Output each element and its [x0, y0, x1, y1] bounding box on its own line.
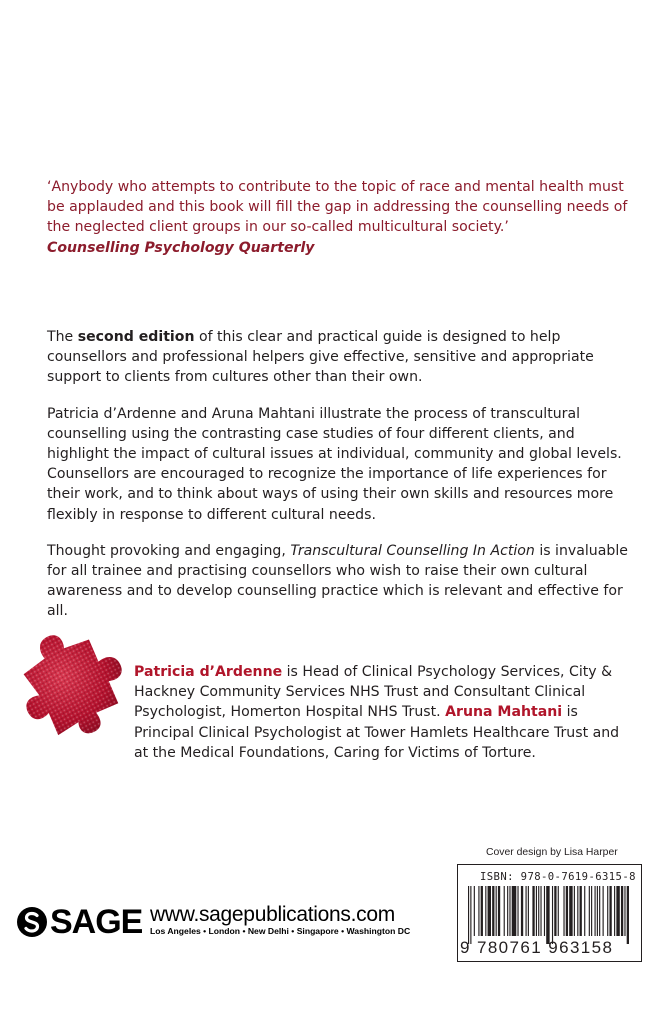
- barcode-bar: [589, 886, 590, 936]
- barcode-bar: [607, 886, 608, 936]
- barcode-bar: [481, 886, 483, 936]
- barcode-bar: [521, 886, 523, 936]
- barcode-bar: [498, 886, 500, 936]
- barcode-bar: [580, 886, 582, 936]
- barcode-bar: [558, 886, 559, 936]
- barcode-bar: [474, 886, 475, 936]
- barcode-bar: [591, 886, 592, 936]
- barcode-bar: [577, 886, 578, 936]
- barcode-bar: [563, 886, 564, 936]
- publisher-url[interactable]: www.sagepublications.com: [150, 903, 395, 926]
- publisher-cities: Los Angeles • London • New Delhi • Singapore • Washington DC: [150, 926, 411, 936]
- cover-design-credit: Cover design by Lisa Harper: [486, 847, 618, 858]
- barcode-bar: [512, 886, 517, 936]
- isbn-label: ISBN: 978-0-7619-6315-8: [480, 871, 636, 883]
- barcode-bar: [526, 886, 527, 936]
- barcode-bar: [488, 886, 491, 936]
- barcode-bar: [566, 886, 568, 936]
- barcode-bar: [470, 886, 471, 944]
- sage-logo-icon: [16, 904, 48, 940]
- barcode-bar: [574, 886, 575, 936]
- barcode-bar: [517, 886, 518, 936]
- barcode-bar: [554, 886, 556, 936]
- book-title: Transcultural Counselling In Action: [290, 542, 535, 559]
- barcode-bar: [478, 886, 479, 936]
- barcode-bar: [492, 886, 494, 936]
- book-description: [47, 327, 632, 638]
- barcode-bar: [584, 886, 585, 936]
- author-bios: [134, 662, 634, 763]
- barcode-bar: [532, 886, 534, 936]
- barcode-bar: [624, 886, 625, 936]
- author-name-2: Aruna Mahtani: [445, 704, 563, 721]
- description-paragraph-2: Patricia d’Ardenne and Aruna Mahtani illustrate the process of transcultural counselling using the contrasting case studies of four different clients, and highlight the impact of cultural issues at individual, community and global levels. Counsellors are encouraged to recognize the importance of life experiences for their work, and to think about ways of using their own skills and resources more flexibly in response to different cultural needs.: [47, 405, 622, 523]
- barcode-bar: [509, 886, 510, 936]
- barcode-bar: [552, 886, 553, 944]
- quote-source: Counselling Psychology Quarterly: [47, 240, 315, 256]
- description-paragraph-1: The second edition of this clear and practical guide is designed to help counsellors and professional helpers give effective, sensitive and appropriate support to clients from cultures other than their own.: [47, 329, 594, 386]
- barcode-bar: [540, 886, 541, 936]
- barcode-bar: [599, 886, 600, 936]
- author-name-1: Patricia d’Ardenne: [134, 664, 283, 680]
- barcode-bar: [546, 886, 549, 944]
- barcode-bar: [569, 886, 572, 936]
- barcode-bar: [507, 886, 508, 936]
- barcode-bar: [627, 886, 629, 944]
- barcode-bar: [614, 886, 615, 936]
- barcode-bar: [597, 886, 598, 936]
- barcode-bar: [616, 886, 619, 936]
- author-bio-1: is Head of Clinical Psychology Services, City & Hackney Community Services NHS Trust and Consultant Clinical Psychologist, Homerton Hospital NHS Trust.: [134, 664, 613, 721]
- barcode-bar: [595, 886, 596, 936]
- edition-highlight: second edition: [77, 329, 195, 345]
- barcode-bars: [462, 886, 637, 944]
- quote-text: ‘Anybody who attempts to contribute to the topic of race and mental health must be applauded and this book will fill the gap in addressing the counselling needs of the neglected client groups in our so-called multicultural society.’: [47, 179, 628, 235]
- barcode-bar: [621, 886, 623, 936]
- barcode-bar: [504, 886, 505, 936]
- sage-logo-text: SAGE: [50, 903, 143, 941]
- barcode-bar: [538, 886, 539, 936]
- barcode-bar: [536, 886, 537, 936]
- author-bio-2: is Principal Clinical Psychologist at Tower Hamlets Healthcare Trust and at the Medical Foundations, Caring for Victims of Torture.: [134, 704, 620, 761]
- barcode-bar: [485, 886, 486, 936]
- barcode-bar: [496, 886, 497, 936]
- barcode-bar: [603, 886, 604, 936]
- isbn-digits: 9 780761 963158: [460, 938, 614, 957]
- barcode-bar: [544, 886, 545, 936]
- review-quote: [47, 177, 632, 258]
- barcode-bar: [468, 886, 469, 944]
- description-paragraph-3: Thought provoking and engaging, Transcultural Counselling In Action is invaluable for all trainee and practising counsellors who wish to raise their own cultural awareness and to develop counselling practice which is relevant and effective for all.: [47, 542, 628, 620]
- sage-logo: [16, 904, 142, 940]
- isbn-barcode: [457, 864, 642, 962]
- puzzle-piece-icon: [11, 618, 136, 745]
- barcode-bar: [609, 886, 611, 936]
- barcode-bar: [528, 886, 529, 936]
